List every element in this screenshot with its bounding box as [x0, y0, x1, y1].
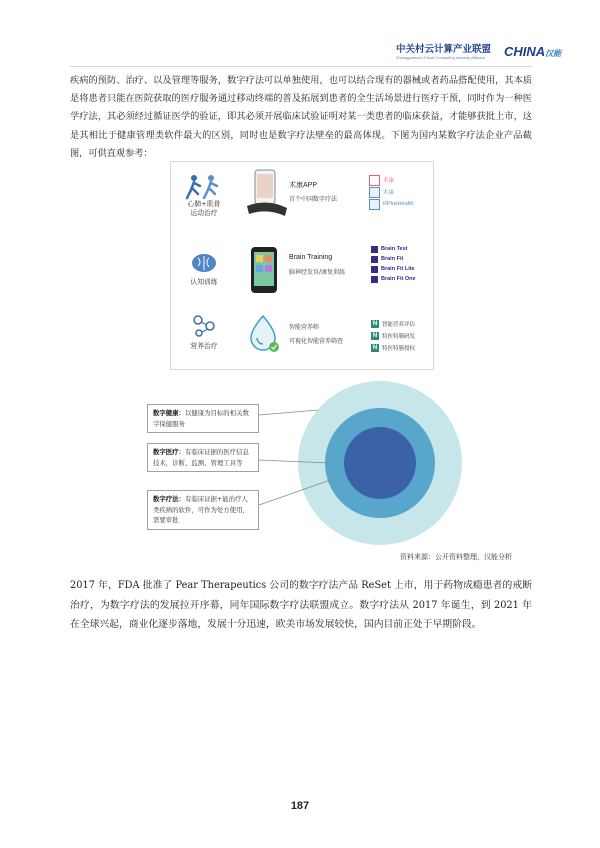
digital-health-term: 数字健康： — [153, 409, 185, 417]
connector-lines — [258, 380, 338, 550]
running-people-icon — [184, 174, 224, 200]
brand-item: N 特医特膳研发 — [372, 333, 416, 340]
phone-strap-icon — [245, 168, 289, 220]
logo2-cn: 汉能 — [545, 49, 562, 58]
row2-product-desc: 脑神经发育/康复训练 — [289, 269, 346, 276]
row1-product-desc: 首个中国数字疗法 — [289, 196, 338, 203]
digital-health-box — [147, 404, 259, 433]
alliance-logo-name: 中关村云计算产业联盟 — [396, 44, 492, 55]
body-paragraph: 2017 年，FDA 批准了 Pear Therapeutics 公司的数字疗法产品 ReSet 上市，用于药物成瘾患者的戒断治疗，为数字疗法的发展拉开序幕，同年国际数字疗法联盟成立。数字疗法从 2017 年诞生，到 2021 年在全球兴起，商业化逐步落地，发展十分迅速，欧美市场发展较快，国内目前正处于早期阶段。 — [70, 580, 532, 631]
brand-square-icon — [369, 187, 380, 198]
brand-item: N 特医特膳授权 — [372, 345, 416, 352]
brand-item: 术康 — [369, 186, 414, 198]
logo2-prefix: C — [504, 44, 514, 59]
row2-product-title: Brain Training — [289, 254, 333, 261]
brand-square-icon — [371, 256, 378, 263]
digital-medicine-term: 数字医疗： — [153, 448, 185, 456]
digital-therapeutics-circle — [344, 427, 416, 499]
row3-label: 营养治疗 — [190, 342, 218, 350]
digital-health-desc: 以健康为目标的相关数字保健服务 — [153, 409, 249, 428]
digital-therapeutics-desc: 有临床证据+能治疗人类疾病的软件，可作为处方使用，需要审批 — [153, 495, 249, 524]
digital-therapeutics-term: 数字疗法： — [153, 495, 185, 503]
row1-label-2: 运动治疗 — [190, 209, 218, 217]
header-divider — [70, 66, 532, 67]
brand-item: 术康 — [369, 174, 414, 186]
water-drop-icon — [249, 314, 281, 354]
brand-square-icon — [371, 246, 378, 253]
brand-item: Brain Fit One — [371, 274, 416, 284]
alliance-logo-subtitle: Zhongguancun Cloud Computing Industry Alliance — [396, 55, 485, 60]
brand-item: Brain Fit — [371, 254, 416, 264]
brand-square-icon — [371, 266, 378, 273]
row3-product-desc: 可视化智能营养筛查 — [289, 338, 344, 345]
n-logo-icon: N — [372, 333, 378, 339]
logo2-name: HINA — [513, 44, 546, 59]
product-figure — [170, 161, 434, 370]
brand-item: Brain Fit Lite — [371, 264, 416, 274]
intro-paragraph: 疾病的预防、治疗、以及管理等服务，数字疗法可以单独使用，也可以结合现有的器械或者药品搭配使用，其本质是将患者只能在医院获取的医疗服务通过移动终端的普及拓展到患者的全生活场景进行医疗干预，同时作为一种医学疗法，其必须经过循证医学的验证，即其必须开展临床试验证明对某一类患者的临床获益，才能够获批上市，这是其相比于健康管理类软件最大的区别，同时也是数字疗法壁垒的最高体现。下图为国内某数字疗法企业产品截图，可供直观参考： — [70, 75, 532, 159]
row2-left — [179, 252, 229, 287]
brand-item: Brain Test — [371, 244, 416, 254]
phone-icon — [249, 246, 279, 294]
molecule-icon — [190, 314, 218, 338]
digital-medicine-box — [147, 443, 259, 472]
n-logo-icon: N — [372, 321, 378, 327]
china-renaissance-logo — [504, 44, 561, 59]
row2-brands — [371, 244, 416, 284]
row3-product-title: 智能营养师 — [289, 324, 320, 331]
alliance-logo — [396, 44, 500, 64]
brand-item: RPlusHealth — [369, 198, 414, 210]
row3-brands — [371, 318, 415, 354]
row1-label-1: 心肺+肌骨 — [187, 200, 221, 208]
brain-icon — [190, 252, 218, 274]
digital-therapeutics-box — [147, 490, 259, 530]
page-number: 187 — [290, 800, 310, 812]
row2-label: 认知训练 — [190, 278, 218, 286]
brand-square-icon — [369, 175, 380, 186]
row1-left — [179, 174, 229, 218]
row3-left — [179, 314, 229, 351]
row1-brands — [369, 174, 414, 210]
n-logo-icon: N — [372, 345, 378, 351]
brand-square-icon — [371, 276, 378, 283]
brand-square-icon — [369, 199, 380, 210]
digital-medicine-desc: 有临床证据的医疗信息技术，诊断、监测、管理工具等 — [153, 448, 249, 467]
row1-product-title: 术康APP — [289, 182, 318, 189]
brand-item: N 智能营养评估 — [372, 321, 416, 328]
figure-source: 资料来源：公开资料整理，汉能分析 — [400, 553, 512, 561]
